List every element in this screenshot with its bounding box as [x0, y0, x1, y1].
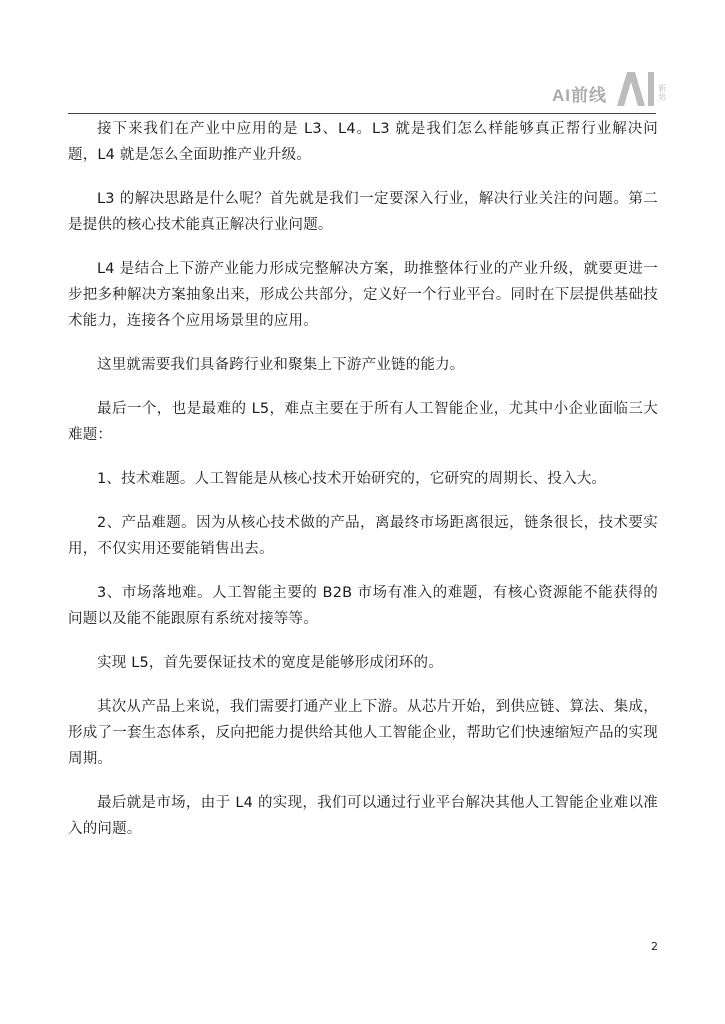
paragraph: 最后一个，也是最难的 L5，难点主要在于所有人工智能企业，尤其中小企业面临三大难题： [68, 401, 658, 443]
paragraph: 这里就需要我们具备跨行业和聚集上下游产业链的能力。 [97, 357, 465, 373]
article-body [68, 116, 658, 860]
list-item-paragraph: 3、市场落地难。人工智能主要的 B2B 市场有准入的难题，有核心资源能不能获得的问题以及能不能跟原有系统对接等等。 [68, 585, 658, 627]
ai-logo-icon [613, 68, 657, 108]
header-branding [552, 68, 667, 108]
paragraph: L4 是结合上下游产业能力形成完整解决方案，助推整体行业的产业升级，就要更进一步把多种解决方案抽象出来，形成公共部分，定义好一个行业平台。同时在下层提供基础技术能力，连接各个应用场景里的应用。 [68, 261, 658, 329]
page-number: 2 [651, 940, 658, 953]
paragraph: L3 的解决思路是什么呢？首先就是我们一定要深入行业，解决行业关注的问题。第二是提供的核心技术能真正解决行业问题。 [68, 191, 658, 233]
paragraph: 其次从产品上来说，我们需要打通产业上下游。从芯片开始，到供应链、算法、集成，形成了一套生态体系，反向把能力提供给其他人工智能企业，帮助它们快速缩短产品的实现周期。 [68, 699, 658, 767]
list-item-paragraph: 1、技术难题。人工智能是从核心技术开始研究的，它研究的周期长、投入大。 [97, 471, 607, 487]
paragraph: 实现 L5，首先要保证技术的宽度是能够形成闭环的。 [97, 655, 443, 671]
brand-subtitle: 新势 [658, 84, 666, 102]
brand-name: AI前线 [552, 86, 607, 105]
paragraph: 接下来我们在产业中应用的是 L3、L4。L3 就是我们怎么样能够真正帮行业解决问题，L4 就是怎么全面助推产业升级。 [68, 121, 658, 163]
header-divider [68, 113, 656, 114]
list-item-paragraph: 2、产品难题。因为从核心技术做的产品，离最终市场距离很远，链条很长，技术要实用，不仅实用还要能销售出去。 [68, 515, 658, 557]
paragraph: 最后就是市场，由于 L4 的实现，我们可以通过行业平台解决其他人工智能企业难以准入的问题。 [68, 795, 658, 837]
